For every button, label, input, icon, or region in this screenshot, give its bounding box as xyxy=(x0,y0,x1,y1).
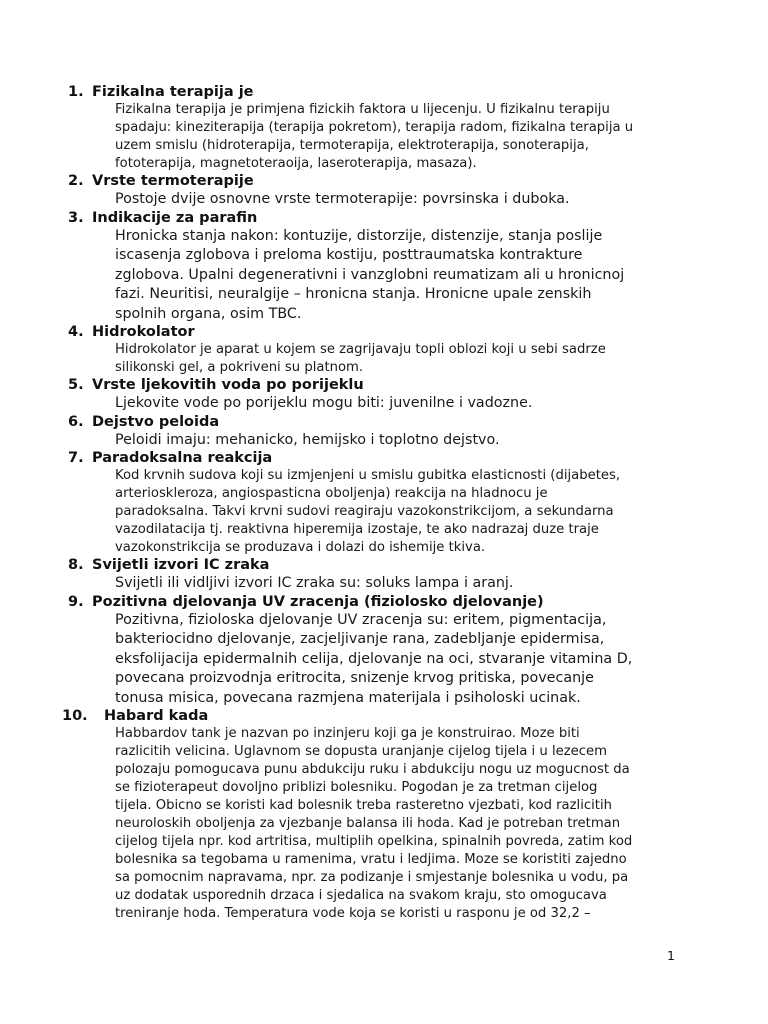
item-number: 1. xyxy=(68,84,84,100)
body-line: iscasenja zglobova i preloma kostiju, posttraumatska kontrakture xyxy=(115,247,583,263)
item-body xyxy=(115,190,692,210)
item-body xyxy=(115,725,692,923)
item-heading xyxy=(68,557,692,574)
item-body xyxy=(115,467,692,557)
list-item xyxy=(68,450,692,557)
item-number: 2. xyxy=(68,173,84,189)
item-title: Vrste termoterapije xyxy=(92,173,254,189)
body-line: cijelog tijela npr. kod artritisa, multiplih opelkina, spinalnih povreda, zatim kod xyxy=(115,834,633,849)
item-heading xyxy=(68,324,692,341)
body-line: vazokonstrikcija se produzava i dolazi do ishemije tkiva. xyxy=(115,540,486,555)
item-body xyxy=(115,574,692,594)
item-body xyxy=(115,341,692,377)
list-item xyxy=(68,324,692,377)
body-line: Svijetli ili vidljivi izvori IC zraka su: soluks lampa i aranj. xyxy=(115,575,514,591)
item-number: 6. xyxy=(68,413,84,430)
body-line: spadaju: kineziterapija (terapija pokretom), terapija radom, fizikalna terapija u xyxy=(115,120,634,135)
item-heading xyxy=(68,450,692,467)
item-title: Pozitivna djelovanja UV zracenja (fiziolosko djelovanje) xyxy=(92,593,544,610)
item-body xyxy=(115,394,692,414)
item-number: 3. xyxy=(68,209,84,226)
list-item xyxy=(68,413,692,451)
body-line: silikonski gel, a pokriveni su platnom. xyxy=(115,360,364,375)
item-title: Vrste ljekovitih voda po porijeklu xyxy=(92,377,364,393)
body-line: neuroloskih oboljenja za vjezbanje balansa ili hoda. Kad je potreban tretman xyxy=(115,816,621,831)
body-line: fototerapija, magnetoteraoija, laseroterapija, masaza). xyxy=(115,156,477,171)
item-title: Habard kada xyxy=(104,708,209,724)
item-title: Fizikalna terapija je xyxy=(92,84,254,100)
body-line: spolnih organa, osim TBC. xyxy=(115,305,302,322)
item-title: Hidrokolator xyxy=(92,324,195,340)
body-line: Postoje dvije osnovne vrste termoterapije: povrsinska i duboka. xyxy=(115,191,570,207)
body-line: bolesnika sa tegobama u ramenima, vratu i ledjima. Moze se koristiti zajedno xyxy=(115,852,627,867)
item-number: 4. xyxy=(68,324,84,340)
body-line: tonusa misica, povecana razmjena materijala i psiholoski ucinak. xyxy=(115,689,581,706)
body-line: arterioskleroza, angiospasticna oboljenja) reakcija na hladnocu je xyxy=(115,486,548,501)
list-item xyxy=(68,84,692,173)
item-title: Indikacije za parafin xyxy=(92,209,258,226)
body-line: Ljekovite vode po porijeklu mogu biti: juvenilne i vadozne. xyxy=(115,395,533,411)
item-number: 8. xyxy=(68,557,84,573)
page-number: 1 xyxy=(667,948,675,963)
item-heading xyxy=(62,708,692,725)
list-item xyxy=(62,708,692,923)
item-body xyxy=(115,611,692,709)
list-item xyxy=(68,173,692,210)
item-body xyxy=(115,431,692,451)
body-line: Kod krvnih sudova koji su izmjenjeni u smislu gubitka elasticnosti (dijabetes, xyxy=(115,468,621,483)
body-line: fazi. Neuritisi, neuralgije – hronicna stanja. Hronicne upale zenskih xyxy=(115,286,592,302)
item-body xyxy=(115,101,692,173)
body-line: vazodilatacija tj. reaktivna hiperemija izostaje, te ako nadrazaj duze traje xyxy=(115,522,599,537)
item-heading xyxy=(68,594,692,611)
item-heading xyxy=(68,173,692,190)
body-line: povecana proizvodnja eritrocita, snizenje krvog pritiska, povecanje xyxy=(115,670,594,686)
body-line: treniranje hoda. Temperatura vode koja se koristi u rasponu je od 32,2 – xyxy=(115,906,591,921)
body-line: bakteriocidno djelovanje, zacjeljivanje rana, zadebljanje epidermisa, xyxy=(115,631,605,647)
item-title: Dejstvo peloida xyxy=(92,413,220,430)
body-line: Fizikalna terapija je primjena fizickih faktora u lijecenju. U fizikalnu terapiju xyxy=(115,102,610,117)
item-heading xyxy=(68,414,692,431)
body-line: razlicitih velicina. Uglavnom se dopusta uranjanje cijelog tijela i u lezecem xyxy=(115,744,607,759)
item-heading xyxy=(68,84,692,101)
list-item xyxy=(68,557,692,594)
list-item xyxy=(68,377,692,414)
item-number: 5. xyxy=(68,377,84,393)
item-heading xyxy=(68,210,692,227)
item-body xyxy=(115,227,692,325)
body-line: uz dodatak usporednih drzaca i sjedalica na svakom kraju, sto omogucava xyxy=(115,888,607,903)
body-line: paradoksalna. Takvi krvni sudovi reagiraju vazokonstrikcijom, a sekundarna xyxy=(115,504,614,519)
list-item xyxy=(68,209,692,325)
item-title: Svijetli izvori IC zraka xyxy=(92,557,270,573)
body-line: uzem smislu (hidroterapija, termoterapija, elektroterapija, sonoterapija, xyxy=(115,138,589,153)
body-line: polozaju pomogucava punu abdukciju ruku i abdukciju nogu uz mogucnost da xyxy=(115,762,630,777)
body-line: eksfolijacija epidermalnih celija, djelovanje na oci, stvaranje vitamina D, xyxy=(115,650,633,667)
body-line: zglobova. Upalni degenerativni i vanzglobni reumatizam ali u hronicnoj xyxy=(115,266,625,283)
numbered-list xyxy=(62,84,692,923)
body-line: Pozitivna, fizioloska djelovanje UV zracenja su: eritem, pigmentacija, xyxy=(115,611,607,628)
item-number: 9. xyxy=(68,593,84,610)
item-number: 7. xyxy=(68,450,84,466)
body-line: Hidrokolator je aparat u kojem se zagrijavaju topli oblozi koji u sebi sadrze xyxy=(115,342,606,357)
body-line: sa pomocnim napravama, npr. za podizanje i smjestanje bolesnika u vodu, pa xyxy=(115,870,629,885)
item-heading xyxy=(68,377,692,394)
body-line: Peloidi imaju: mehanicko, hemijsko i toplotno dejstvo. xyxy=(115,431,500,448)
body-line: se fizioterapeut dovoljno priblizi bolesniku. Pogodan je za tretman cijelog xyxy=(115,780,598,795)
item-title: Paradoksalna reakcija xyxy=(92,450,273,466)
body-line: Habbardov tank je nazvan po inzinjeru koji ga je konstruirao. Moze biti xyxy=(115,726,580,741)
list-item xyxy=(68,593,692,709)
item-number: 10. xyxy=(62,708,88,724)
body-line: tijela. Obicno se koristi kad bolesnik treba rasteretno vjezbati, kod razlicitih xyxy=(115,798,612,813)
body-line: Hronicka stanja nakon: kontuzije, distorzije, distenzije, stanja poslije xyxy=(115,227,603,244)
